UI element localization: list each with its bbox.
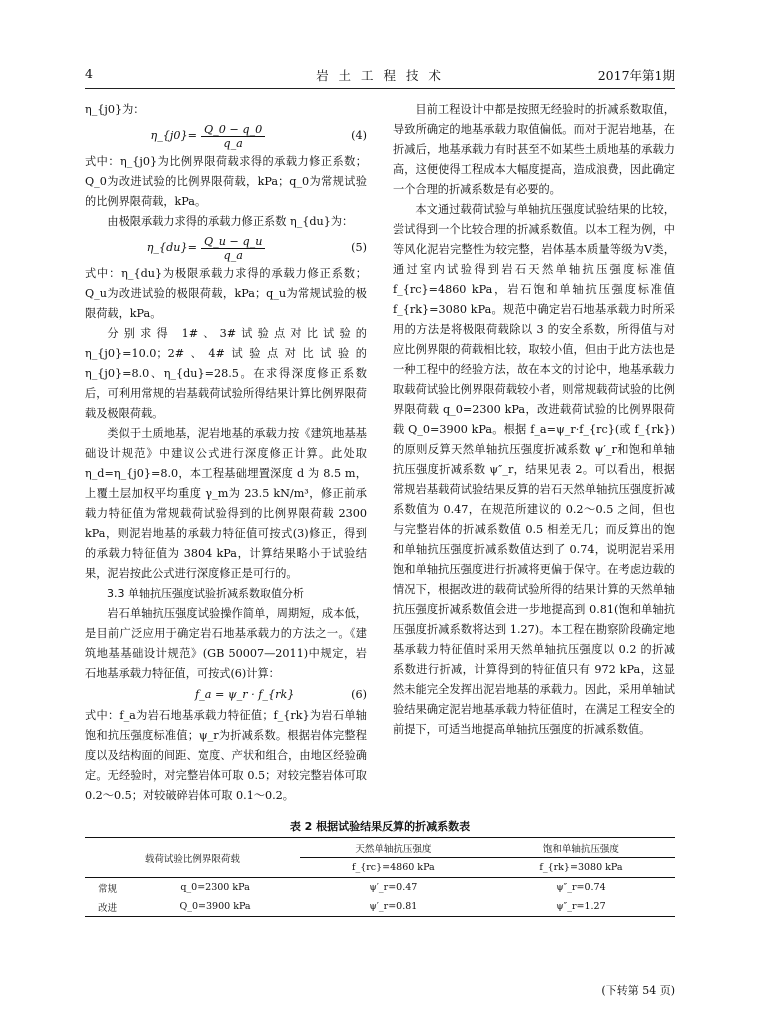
eq4-number: (4)	[351, 129, 367, 142]
paragraph-uniaxial: 岩石单轴抗压强度试验操作简单，周期短，成本低，是目前广泛应用于确定岩石地基承载力的方法之一。《建筑地基基础设计规范》(GB 50007—2011)中规定，岩石地基承载力特征值，可按式(6)计算：	[85, 607, 367, 680]
table-natural-standard: f_{rc}=4860 kPa	[300, 858, 487, 878]
eq5-denominator: q_a	[223, 248, 243, 262]
eq4-fraction	[201, 123, 265, 150]
journal-title: 岩 土 工 程 技 术	[316, 68, 444, 83]
paragraph-current-practice: 目前工程设计中都是按照无经验时的折减系数取值，导致所确定的地基承载力取值偏低。而对于泥岩地基，在折减后，地基承载力有时甚至不如某些土质地基的承载力高，这便使得工程成本大幅度提高，造成浪费，因此确定一个合理的折减系数是有必要的。	[393, 103, 675, 196]
table-caption: 表 2 根据试验结果反算的折减系数表	[289, 820, 471, 833]
eq4-where: 式中：η_{j0}为比例界限荷载求得的承载力修正系数；Q_0为改进试验的比例界限荷载，kPa；q_0为常规试验的比例界限荷载，kPa。	[85, 155, 367, 208]
paragraph-comparison: 本文通过载荷试验与单轴抗压强度试验结果的比较，尝试得到一个比较合理的折减系数值。以本工程为例，中等风化泥岩完整性为较完整，岩体基本质量等级为Ⅴ类，通过室内试验得到岩石天然单轴抗压强度标准值 f_{rc}=4860 kPa，岩石饱和单轴抗压强度标准值 f_{rk}=3080 kPa。规范中确定岩石地基承载力时所采用的方法是将极限荷载除以 3 的安全系数，所得值与对应比例界限的荷载相比较，取较小值，但由于此方法也是一种工程中的经验方法，故在本文的讨论中，地基承载力取载荷试验比例界限荷载较小者，则常规载荷试验的比例界限荷载 q_0=2300 kPa，改进载荷试验的比例界限荷载 Q_0=3900 kPa。根据 f_a=ψ_r·f_{rc}(或 f_{rk})的原则反算天然单轴抗压强度折减系数 ψ′_r和饱和单轴抗压强度折减系数 ψ″_r，结果见表 2。可以看出，根据常规岩基载荷试验结果反算的岩石天然单轴抗压强度折减系数值为 0.47，在规范所建议的 0.2～0.5 之间，但也与完整岩体的折减系数值 0.5 相差无几；而反算出的饱和单轴抗压强度折减系数值达到了 0.74，说明泥岩采用饱和单轴抗压强度进行折减将更偏于保守。在考虑边载的情况下，根据改进的载荷试验所得的结果计算的天然单轴抗压强度折减系数值会进一步地提高到 0.81(饱和单轴抗压强度折减系数将达到 1.27)。本工程在勘察阶段确定地基承载力特征值时采用天然单轴抗压强度以 0.2 的折减系数进行折减，计算得到的特征值只有 972 kPa，这显然未能完全发挥出泥岩地基的承载力。因此，采用单轴试验结果确定泥岩地基承载力特征值时，在满足工程安全的前提下，可适当地提高单轴抗压强度的折减系数值。	[393, 203, 675, 736]
issue-label: 2017年第1期	[597, 68, 675, 83]
page-number: 4	[85, 66, 93, 81]
eq5-lhs: η_{du}=	[146, 241, 197, 254]
header-rule	[85, 88, 675, 89]
eq4-denominator: q_a	[223, 136, 243, 150]
table-cell: ψ′_r=0.81	[369, 901, 418, 912]
equation-5	[85, 232, 367, 264]
eq5-numerator: Q_u − q_u	[201, 235, 265, 249]
table-cell: Q_0=3900 kPa	[179, 901, 251, 912]
table-cell: q_0=2300 kPa	[180, 882, 250, 893]
table-cell: ψ′_r=0.47	[369, 882, 418, 893]
page-header	[85, 66, 675, 86]
right-column	[393, 100, 675, 740]
table-row	[85, 878, 675, 898]
table-header-saturated: 饱和单轴抗压强度	[487, 838, 675, 858]
eq4-intro: η_{j0}为：	[85, 103, 145, 116]
table-header-natural: 天然单轴抗压强度	[300, 838, 487, 858]
left-column	[85, 100, 367, 806]
eq4-lhs: η_{j0}=	[150, 129, 197, 142]
eq5-where: 式中：η_{du}为极限承载力求得的承载力修正系数；Q_u为改进试验的极限荷载，kPa；q_u为常规试验的极限荷载，kPa。	[85, 267, 367, 320]
eq5-intro: 由极限承载力求得的承载力修正系数 η_{du}为：	[107, 215, 354, 228]
eq4-numerator: Q_0 − q_0	[201, 123, 265, 137]
table-cell: ψ″_r=1.27	[556, 901, 606, 912]
paragraph-values: 分别求得 1#、3#试验点对比试验的 η_{j0}=10.0；2#、4#试验点对比试验的 η_{j0}=8.0、η_{du}=28.5。在求得深度修正系数后，可利用常规的岩基载荷试验所得结果计算比例界限荷载及极限荷载。	[85, 327, 367, 420]
table-header-load: 载荷试验比例界限荷载	[85, 838, 300, 878]
equation-6	[85, 684, 367, 706]
table-cell: 改进	[98, 902, 118, 914]
section-3-3-heading: 3.3 单轴抗压强度试验折减系数取值分析	[107, 587, 304, 600]
table-saturated-standard: f_{rk}=3080 kPa	[487, 858, 675, 878]
reduction-coefficient-table	[85, 837, 675, 917]
eq5-number: (5)	[351, 241, 367, 254]
eq6-where: 式中：f_a为岩石地基承载力特征值；f_{rk}为岩石单轴饱和抗压强度标准值；ψ_r为折减系数。根据岩体完整程度以及结构面的间距、宽度、产状和组合，由地区经验确定。无经验时，对完整岩体可取 0.5；对较完整岩体可取 0.2～0.5；对较破碎岩体可取 0.1～0.2。	[85, 709, 367, 802]
continued-note: (下转第 54 页)	[601, 984, 675, 997]
table-row	[85, 897, 675, 917]
eq6-body: f_a = ψ_r · f_{rk}	[195, 688, 295, 701]
eq6-number: (6)	[351, 688, 367, 701]
paragraph-depth-correction: 类似于土质地基，泥岩地基的承载力按《建筑地基基础设计规范》中建议公式进行深度修正计算。此处取 η_d=η_{j0}=8.0，本工程基础埋置深度 d 为 8.5 m，上覆土层加权平均重度 γ_m为 23.5 kN/m³，修正前承载力特征值为常规载荷试验得到的比例界限荷载 2300 kPa，则泥岩地基的承载力特征值可按式(3)修正，得到的承载力特征值为 3804 kPa，计算结果略小于试验结果，泥岩按此公式进行深度修正是可行的。	[85, 427, 367, 580]
table-cell: ψ″_r=0.74	[556, 882, 606, 893]
eq5-fraction	[201, 235, 265, 262]
equation-4	[85, 120, 367, 152]
table-cell: 常规	[98, 883, 118, 895]
